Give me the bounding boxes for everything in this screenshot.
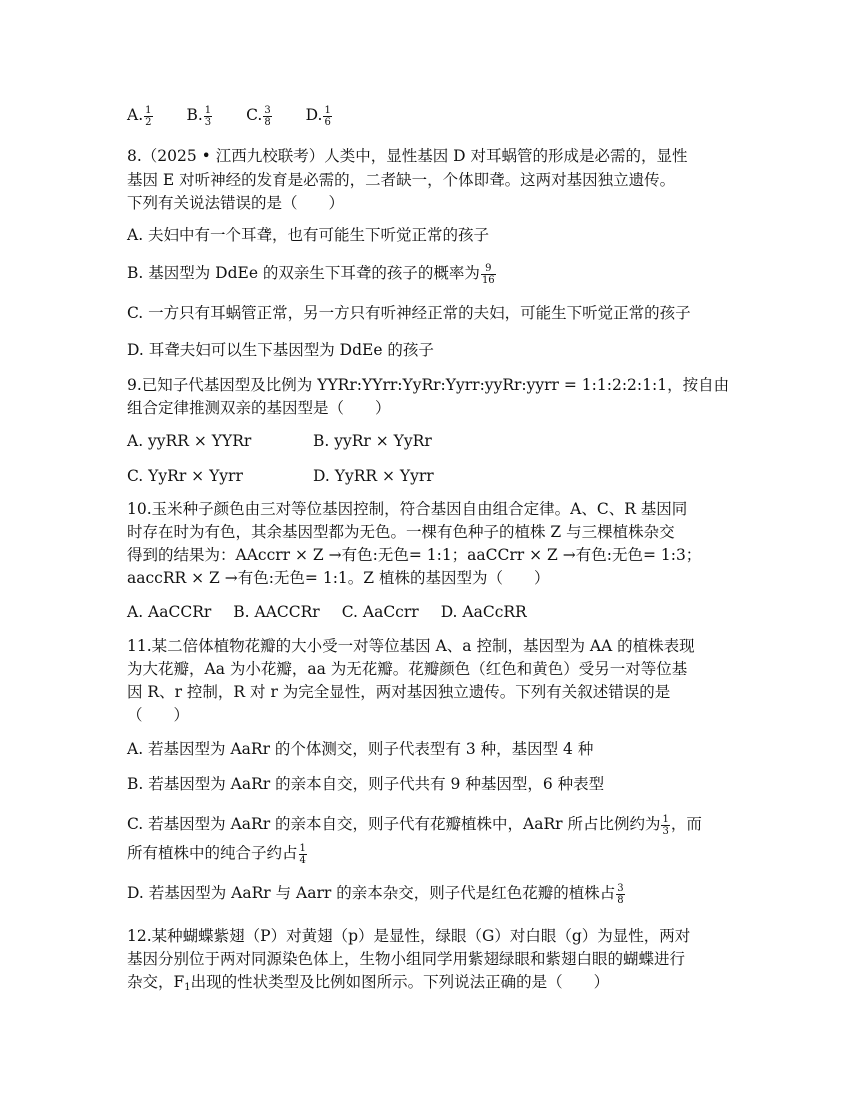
q7-options (127, 104, 361, 128)
q10-stem-line-4: aaccRR × Z →有色:无色= 1:1。Z 植株的基因型为（ ） (127, 569, 550, 587)
q11-option-c-line-2 (127, 842, 308, 866)
q10-option-c[interactable]: C. AaCcrr (341, 603, 419, 621)
fraction: $\frac{1}{3}$ (204, 104, 212, 128)
fraction: $\frac{1}{4}$ (299, 842, 306, 866)
q8-stem-line-2: 基因 E 对听神经的发育是必需的，二者缺一，个体即聋。这两对基因独立遗传。 (127, 171, 676, 189)
q12-stem-text-tail: 出现的性状类型及比例如图所示。下列说法正确的是（ ） (190, 973, 610, 991)
q11-stem-line-2: 为大花瓣，Aa 为小花瓣，aa 为无花瓣。花瓣颜色（红色和黄色）受另一对等位基 (127, 660, 688, 678)
q12-stem-line-2: 基因分别位于两对同源染色体上，生物小组同学用紫翅绿眼和紫翅白眼的蝴蝶进行 (127, 950, 686, 968)
fraction: $\frac{1}{6}$ (324, 104, 331, 128)
fraction: $\frac{3}{8}$ (617, 882, 624, 906)
q11-option-a[interactable]: A. 若基因型为 AaRr 的个体测交，则子代表型有 3 种，基因型 4 种 (127, 740, 594, 758)
q7-option-d[interactable]: D. $\frac{1}{6}$ (305, 104, 331, 128)
q11-option-d-text: D. 若基因型为 AaRr 与 Aarr 的亲本杂交，则子代是红色花瓣的植株占 (127, 884, 616, 902)
q10-option-a[interactable]: A. AaCCRr (127, 603, 212, 621)
q9-options-row-2 (127, 465, 462, 487)
q9-stem-line-1: 9.已知子代基因型及比例为 YYRr:YYrr:YyRr:Yyrr:yyRr:yyrr = 1:1:2:2:1:1，按自由 (127, 376, 730, 394)
q7-option-c[interactable]: C. $\frac{3}{8}$ (246, 104, 271, 128)
q10-stem-line-1: 10.玉米种子颜色由三对等位基因控制，符合基因自由组合定律。A、C、R 基因同 (127, 500, 688, 518)
q12-stem-text: 杂交，F (127, 973, 185, 991)
q11-option-c-text-2: 所有植株中的纯合子约占 (127, 844, 298, 862)
q8-option-a[interactable]: A. 夫妇中有一个耳聋，也有可能生下听觉正常的孩子 (127, 226, 490, 244)
q11-option-c-text-tail: ，而 (670, 815, 702, 833)
q11-stem-line-4: （ ） (127, 706, 190, 724)
q11-option-c-text: C. 若基因型为 AaRr 的亲本自交，则子代有花瓣植株中，AaRr 所占比例约为 (127, 815, 661, 833)
q9-stem-line-2: 组合定律推测双亲的基因型是（ ） (127, 399, 391, 417)
fraction: $\frac{1}{2}$ (145, 104, 152, 128)
q8-stem-line-3: 下列有关说法错误的是（ ） (127, 194, 345, 212)
q9-option-b[interactable]: B. yyRr × YyRr (313, 432, 432, 450)
q11-stem-line-1: 11.某二倍体植物花瓣的大小受一对等位基因 A、a 控制，基因型为 AA 的植株表现 (127, 637, 695, 655)
q11-option-d[interactable] (127, 882, 626, 906)
q8-option-b-text: B. 基因型为 DdEe 的双亲生下耳聋的孩子的概率为 (127, 264, 480, 282)
q10-option-d[interactable]: D. AaCcRR (440, 603, 527, 621)
q8-stem-line-1: 8.（2025 • 江西九校联考）人类中，显性基因 D 对耳蜗管的形成是必需的，显性 (127, 147, 688, 165)
q7-option-b[interactable]: B. $\frac{1}{3}$ (186, 104, 212, 128)
q10-stem-line-2: 时存在时为有色，其余基因型都为无色。一棵有色种子的植株 Z 与三棵植株杂交 (127, 523, 675, 541)
fraction: $\frac{3}{8}$ (264, 104, 271, 128)
q8-option-c[interactable]: C. 一方只有耳蜗管正常，另一方只有听神经正常的夫妇，可能生下听觉正常的孩子 (127, 304, 691, 322)
q12-stem-line-3 (127, 971, 609, 999)
fraction: $\frac{1}{3}$ (662, 813, 669, 837)
subscript: 1 (184, 982, 191, 993)
q9-option-d[interactable]: D. YyRR × Yyrr (313, 467, 434, 485)
q7-option-a[interactable]: A. $\frac{1}{2}$ (127, 104, 152, 128)
q10-stem-line-3: 得到的结果为：AAccrr × Z →有色:无色= 1:1；aaCCrr × Z →有色:无色= 1:3； (127, 546, 702, 564)
q11-stem-line-3: 因 R、r 控制，R 对 r 为完全显性，两对基因独立遗传。下列有关叙述错误的是 (127, 683, 671, 701)
q9-options-row-1 (127, 430, 460, 452)
q11-option-c-line-1[interactable] (127, 813, 702, 837)
q8-option-b[interactable] (127, 262, 497, 286)
q8-option-d[interactable]: D. 耳聋夫妇可以生下基因型为 DdEe 的孩子 (127, 341, 434, 359)
q9-option-a[interactable]: A. yyRR × YYRr (127, 432, 252, 450)
q10-options (127, 601, 555, 623)
fraction: $\frac{9}{16}$ (481, 262, 495, 286)
q11-option-b[interactable]: B. 若基因型为 AaRr 的亲本自交，则子代共有 9 种基因型，6 种表型 (127, 775, 605, 793)
q12-stem-line-1: 12.某种蝴蝶紫翅（P）对黄翅（p）是显性，绿眼（G）对白眼（g）为显性，两对 (127, 927, 691, 945)
q10-option-b[interactable]: B. AACCRr (233, 603, 320, 621)
q9-option-c[interactable]: C. YyRr × Yyrr (127, 467, 243, 485)
